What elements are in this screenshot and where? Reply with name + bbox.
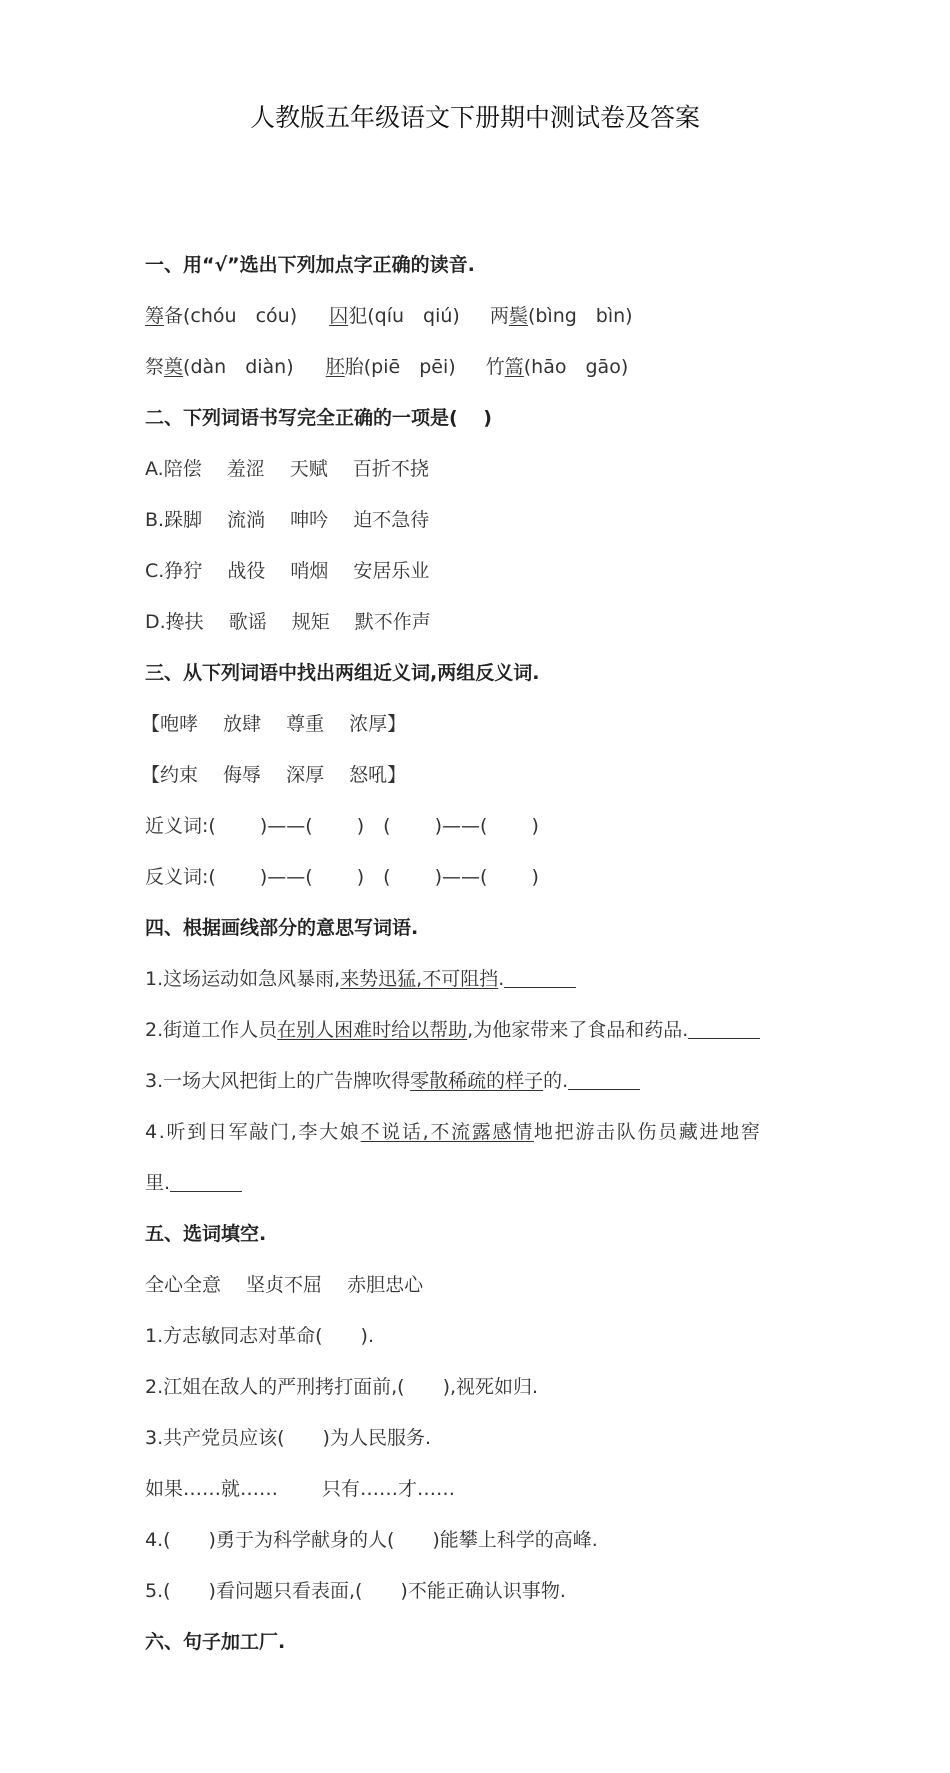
- q5-word-bank-2: 如果……就…… 只有……才……: [145, 1478, 456, 1500]
- q5-sentence-4: 4.( )勇于为科学献身的人( )能攀上科学的高峰.: [145, 1529, 598, 1551]
- q5-sentence-5: 5.( )看问题只看表面,( )不能正确认识事物.: [145, 1580, 566, 1602]
- q4-sentence-4: 4.听到日军敲门,李大娘不说话,不流露感情地把游击队伤员藏进地窖: [145, 1121, 762, 1143]
- q3-word-group-2: 【约束 侮辱 深厚 怒吼】: [141, 764, 407, 786]
- q4-sentence-1: 1.这场运动如急风暴雨,来势迅猛,不可阻挡.: [145, 962, 845, 1013]
- q5-heading: 五、选词填空.: [145, 1223, 267, 1245]
- q1-r1-a: 筹备(chóu cóu): [145, 305, 298, 327]
- q2-heading: 二、下列词语书写完全正确的一项是( ): [145, 407, 492, 429]
- q3-word-group-1: 【咆哮 放肆 尊重 浓厚】: [141, 713, 407, 735]
- q4-heading: 四、根据画线部分的意思写词语.: [145, 917, 419, 939]
- q4-sentence-3: 3.一场大风把街上的广告牌吹得零散稀疏的样子的.: [145, 1064, 845, 1115]
- q2-option-a: A.陪偿 羞涩 天赋 百折不挠: [145, 458, 429, 480]
- q2-option-b: B.跺脚 流淌 呻吟 迫不急待: [145, 509, 430, 531]
- q4-sentence-4-continued: 里.: [145, 1166, 845, 1217]
- exam-content: [141, 248, 845, 1676]
- q1-r2-c: 竹篙(hāo gāo): [485, 356, 629, 378]
- q3-synonyms-blanks: 近义词:( )——( ) ( )——( ): [145, 815, 539, 837]
- q1-r2-b: 胚胎(piē pēi): [325, 356, 456, 378]
- q4-sentence-2: 2.街道工作人员在别人困难时给以帮助,为他家带来了食品和药品.: [145, 1013, 845, 1064]
- q3-heading: 三、从下列词语中找出两组近义词,两组反义词.: [145, 662, 540, 684]
- answer-blank: [170, 1169, 242, 1192]
- document-title: 人教版五年级语文下册期中测试卷及答案: [249, 103, 700, 132]
- q1-heading: 一、用“√”选出下列加点字正确的读音.: [145, 254, 475, 276]
- q5-sentence-2: 2.江姐在敌人的严刑拷打面前,( ),视死如归.: [145, 1376, 539, 1398]
- answer-blank: [568, 1067, 640, 1090]
- q1-row-2: [145, 350, 845, 401]
- answer-blank: [504, 965, 576, 988]
- q1-row-1: [145, 299, 845, 350]
- q5-sentence-3: 3.共产党员应该( )为人民服务.: [145, 1427, 431, 1449]
- q6-heading: 六、句子加工厂.: [145, 1631, 286, 1653]
- q5-word-bank-1: 全心全意 坚贞不屈 赤胆忠心: [145, 1274, 424, 1296]
- q2-option-c: C.狰狞 战役 哨烟 安居乐业: [145, 560, 430, 582]
- q1-r1-c: 两鬓(bìng bìn): [489, 305, 633, 327]
- q5-sentence-1: 1.方志敏同志对革命( ).: [145, 1325, 374, 1347]
- q2-option-d: D.搀扶 歌谣 规矩 默不作声: [145, 611, 431, 633]
- q1-r1-b: 囚犯(qíu qiú): [329, 305, 460, 327]
- answer-blank: [688, 1016, 760, 1039]
- q1-r2-a: 祭奠(dàn diàn): [145, 356, 294, 378]
- q3-antonyms-blanks: 反义词:( )——( ) ( )——( ): [145, 866, 539, 888]
